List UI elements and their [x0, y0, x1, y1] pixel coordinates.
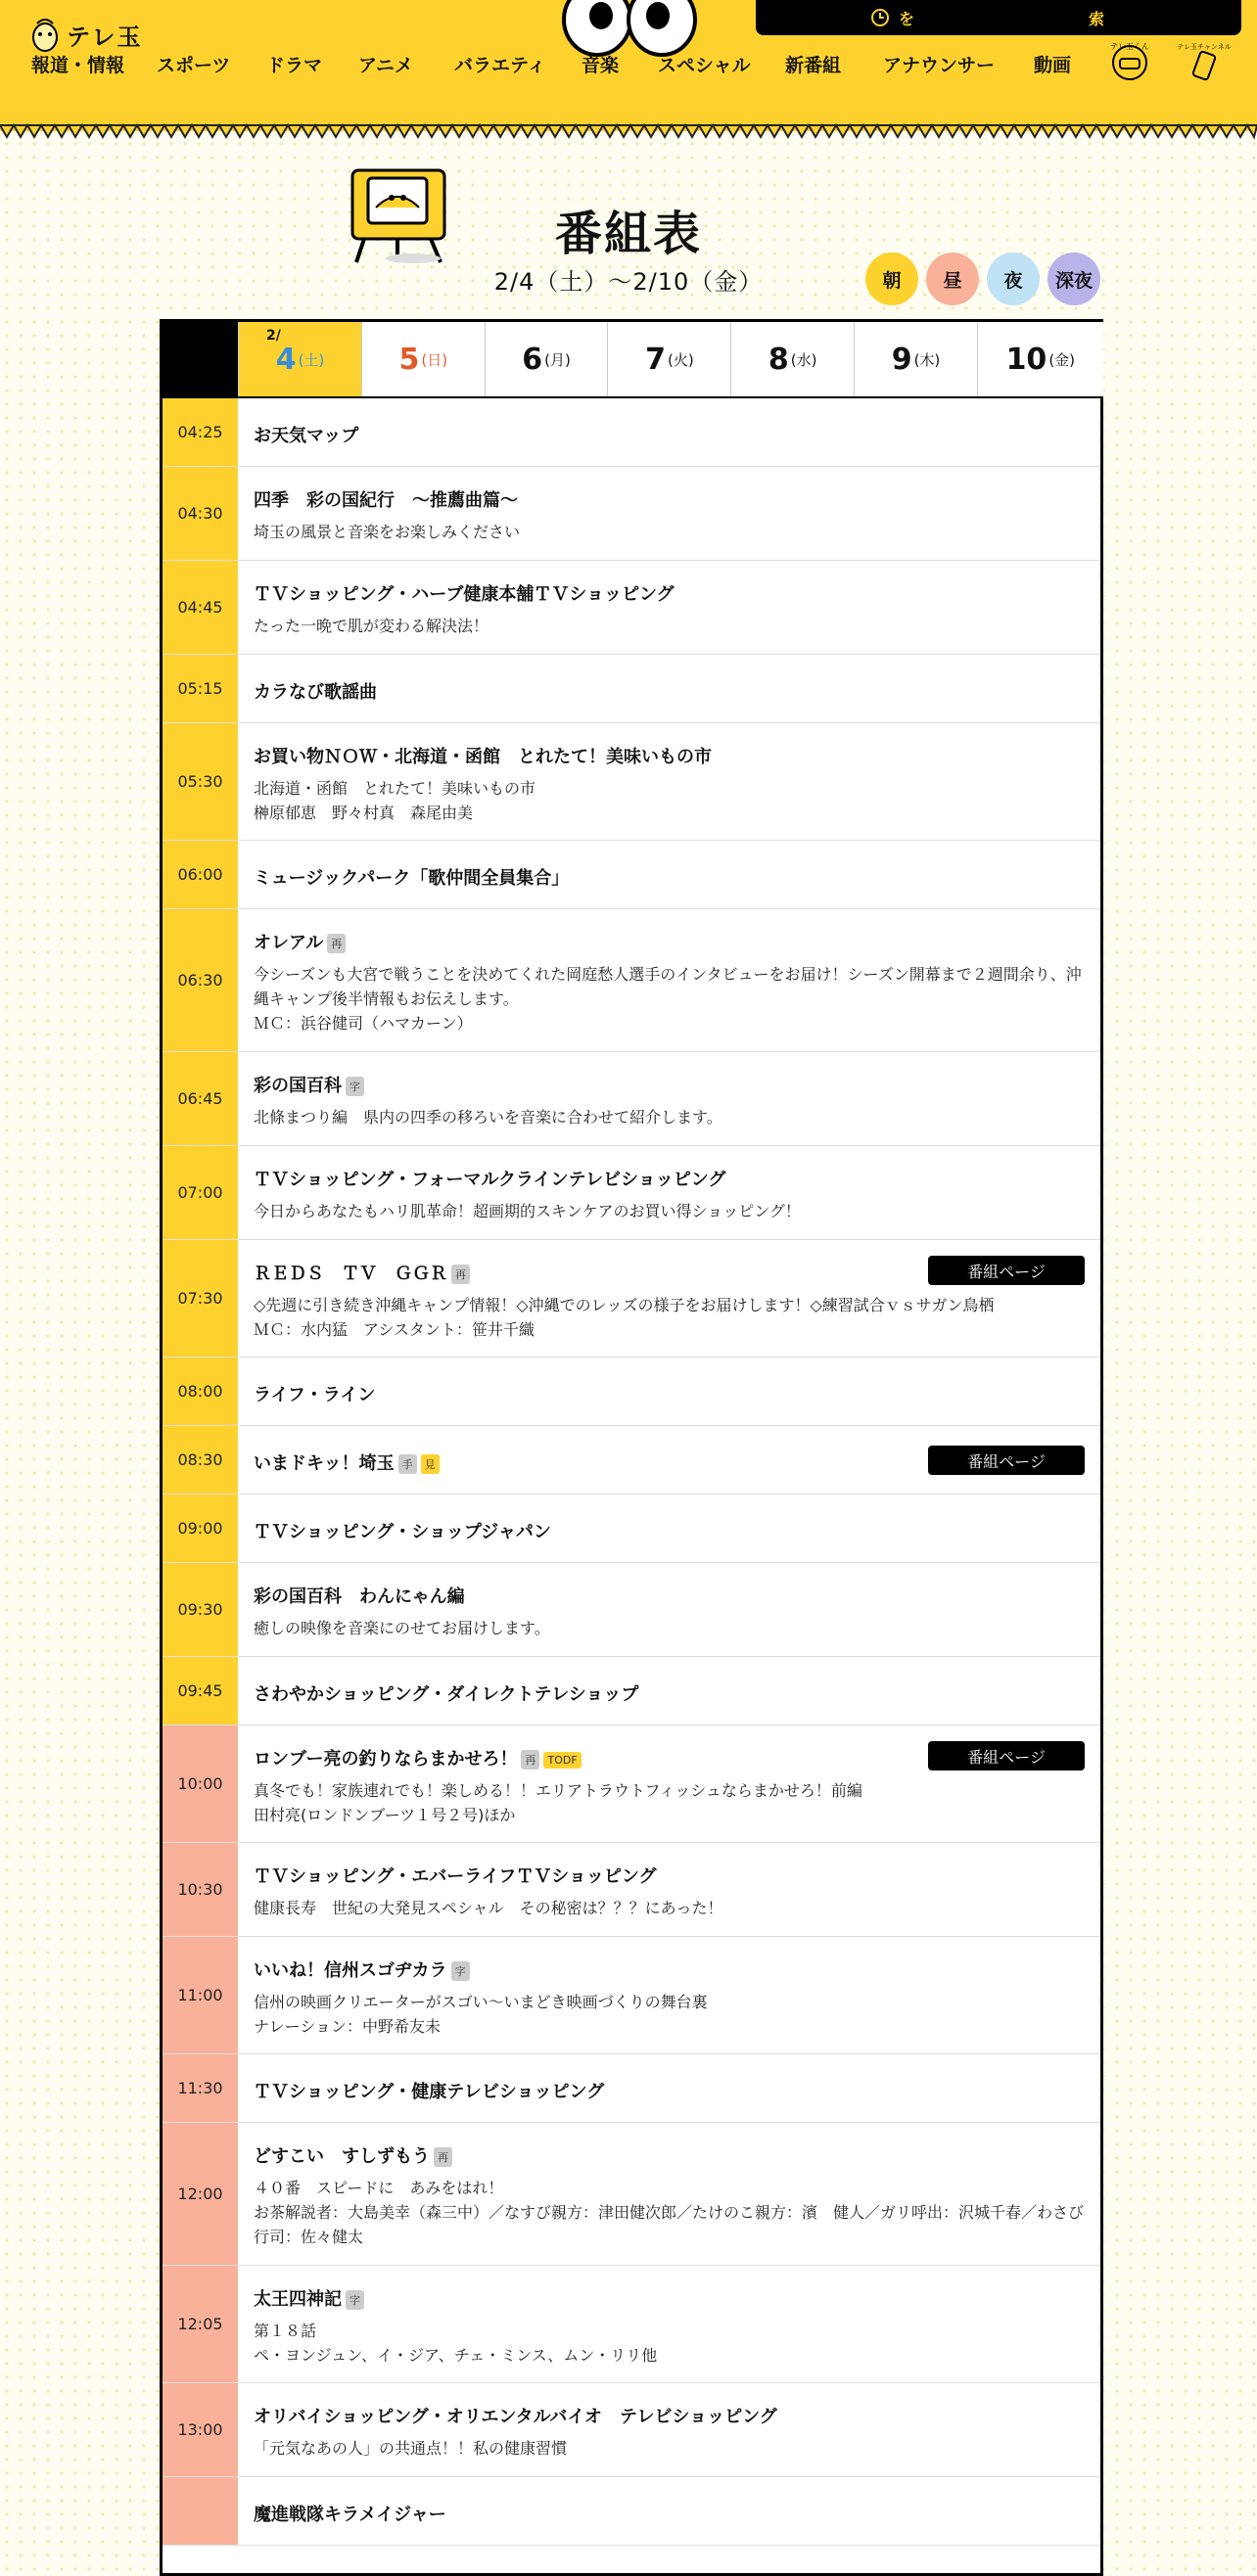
program-title[interactable] — [254, 1381, 375, 1406]
program-content — [238, 1426, 1100, 1494]
program-badge: 再 — [434, 2147, 452, 2167]
program-row[interactable] — [163, 1843, 1100, 1937]
day-number: 7 — [645, 342, 666, 377]
day-weekday: (水) — [790, 350, 817, 369]
time-cell: 09:45 — [163, 1657, 238, 1725]
program-content — [238, 1657, 1100, 1725]
nav-item-6[interactable]: スペシャル — [658, 55, 751, 76]
program-title-text[interactable]: さわやかショッピング・ダイレクトテレショップ — [254, 1684, 639, 1705]
program-page-button[interactable]: 番組ページ — [928, 1741, 1085, 1771]
program-description — [254, 2176, 1085, 2249]
program-row[interactable] — [163, 467, 1100, 561]
program-badge: 字 — [346, 2290, 364, 2310]
page-title: 番組表 — [554, 207, 702, 261]
program-title-text[interactable]: オレアル — [254, 933, 324, 953]
day-selector — [163, 322, 1100, 398]
program-content — [238, 841, 1100, 908]
program-title[interactable] — [254, 929, 346, 954]
program-badge: 字 — [346, 1077, 364, 1096]
svg-text:テレ玉チャンネル: テレ玉チャンネル — [1177, 43, 1232, 51]
time-of-day-2[interactable]: 夜 — [987, 253, 1040, 305]
description-line: 真冬でも！家族連れでも！楽しめる！！エリアトラウトフィッシュならまかせろ！前編 — [254, 1781, 862, 1800]
time-cell: 07:30 — [163, 1240, 238, 1357]
program-title[interactable] — [254, 422, 358, 447]
program-row[interactable] — [163, 1052, 1100, 1146]
program-row[interactable] — [163, 655, 1100, 723]
program-title-text[interactable]: どすこい すしずもう — [254, 2146, 430, 2167]
program-badge: 見 — [421, 1454, 440, 1474]
program-content — [238, 2383, 1100, 2476]
program-title-text[interactable]: いまドキッ！埼玉 — [254, 1453, 395, 1474]
program-title[interactable] — [254, 2078, 604, 2103]
day-tab-0[interactable] — [238, 322, 361, 396]
time-cell: 04:25 — [163, 398, 238, 466]
nav-item-3[interactable]: アニメ — [358, 55, 414, 76]
program-content — [238, 1725, 1100, 1842]
time-cell: 05:30 — [163, 723, 238, 840]
program-description — [254, 2436, 1085, 2461]
program-description — [254, 614, 1085, 638]
program-description — [254, 1990, 1085, 2039]
program-title-text[interactable]: オリバイショッピング・オリエンタルバイオ テレビショッピング — [254, 2407, 777, 2427]
program-title[interactable] — [254, 580, 675, 606]
description-line: ４０番 スピードに あみをはれ！ — [254, 2179, 504, 2197]
program-row[interactable] — [163, 1357, 1100, 1426]
time-cell: 08:00 — [163, 1357, 238, 1425]
program-description — [254, 2319, 1085, 2368]
program-row[interactable] — [163, 2477, 1100, 2546]
program-title[interactable] — [254, 1449, 440, 1475]
program-content — [238, 723, 1100, 840]
program-title-text[interactable]: ＴＶショッピング・フォーマルクラインテレビショッピング — [254, 1170, 726, 1190]
day-tab-2[interactable] — [485, 322, 608, 396]
program-content — [238, 1357, 1100, 1425]
time-cell: 05:15 — [163, 655, 238, 722]
program-title-text[interactable]: ライフ・ライン — [254, 1385, 376, 1405]
program-row[interactable] — [163, 1937, 1100, 2054]
program-badge: 再 — [521, 1750, 539, 1770]
day-number: 5 — [398, 342, 420, 377]
search-mark-left: を — [899, 10, 915, 28]
program-title[interactable] — [254, 678, 377, 704]
program-row[interactable] — [163, 1426, 1100, 1495]
day-weekday: (木) — [913, 350, 941, 369]
mascot-eyes-icon — [556, 0, 703, 59]
description-line: ナレーション：中野希友未 — [254, 2017, 442, 2036]
program-title-text[interactable]: ＲＥＤＳ ＴＶ ＧＧＲ — [254, 1264, 447, 1284]
program-title-text[interactable]: お買い物ＮＯＷ・北海道・函館 とれたて！美味いもの市 — [254, 747, 712, 767]
program-content — [238, 1146, 1100, 1239]
time-cell: 11:00 — [163, 1937, 238, 2053]
time-cell: 07:00 — [163, 1146, 238, 1239]
program-description — [254, 1199, 1085, 1223]
description-line: 癒しの映像を音楽にのせてお届けします。 — [254, 1619, 550, 1637]
day-weekday: (土) — [298, 350, 325, 369]
program-content — [238, 1240, 1100, 1357]
day-tab-5[interactable] — [854, 322, 977, 396]
program-title-text[interactable]: ミュージックパーク「歌仲間全員集合」 — [254, 868, 570, 889]
time-cell: 13:00 — [163, 2383, 238, 2476]
description-line: 健康長寿 世紀の大発見スペシャル その秘密は？？？にあった！ — [254, 1899, 723, 1917]
time-of-day-3[interactable]: 深夜 — [1048, 253, 1100, 305]
description-line: 「元気なあの人」の共通点！！私の健康習慣 — [254, 2439, 568, 2458]
clock-icon[interactable] — [869, 7, 891, 28]
day-number: 4 — [275, 342, 297, 377]
site-header — [0, 0, 1257, 131]
day-tab-3[interactable] — [607, 322, 730, 396]
program-title-text[interactable]: ロンブー亮の釣りならまかせろ！ — [254, 1749, 518, 1770]
program-row[interactable] — [163, 1563, 1100, 1657]
program-description — [254, 1616, 1085, 1640]
program-row[interactable] — [163, 2266, 1100, 2383]
nav-item-4[interactable]: バラエティ — [454, 55, 546, 76]
description-line: 信州の映画クリエーターがスゴい～いまどき映画づくりの舞台裏 — [254, 1993, 708, 2011]
time-cell: 12:00 — [163, 2123, 238, 2265]
day-number: 8 — [768, 342, 789, 377]
program-badge: 再 — [327, 934, 346, 953]
program-title[interactable] — [254, 743, 712, 768]
time-of-day-1[interactable]: 昼 — [926, 253, 979, 305]
program-title[interactable] — [254, 2501, 446, 2526]
program-description — [254, 520, 1085, 544]
program-badge: 字 — [451, 1961, 470, 1981]
program-description — [254, 1896, 1085, 1920]
description-line: ペ・ヨンジュン、イ・ジア、チェ・ミンス、ムン・リリ他 — [254, 2346, 658, 2365]
description-line: 田村亮(ロンドンブーツ１号２号)ほか — [254, 1806, 516, 1824]
day-weekday: (火) — [667, 350, 694, 369]
program-title[interactable] — [254, 1956, 470, 1982]
program-content — [238, 1843, 1100, 1936]
program-row[interactable] — [163, 723, 1100, 841]
program-title[interactable] — [254, 2285, 364, 2311]
date-range: 2/4（土）〜2/10（金） — [493, 268, 764, 296]
header-zigzag-edge — [0, 125, 1257, 147]
program-content — [238, 2477, 1100, 2545]
program-title-text[interactable]: 太王四神記 — [254, 2289, 342, 2310]
description-line: 今シーズンも大宮で戦うことを決めてくれた岡庭愁人選手のインタビューをお届け！シーズン開幕まで２週間余り、沖縄キャンプ後半情報もお伝えします。 — [254, 965, 1082, 1008]
program-description — [254, 1105, 1085, 1129]
description-line: ＭＣ：水内猛 アシスタント：笹井千織 — [254, 1320, 535, 1339]
program-row[interactable] — [163, 1657, 1100, 1725]
program-content — [238, 467, 1100, 560]
day-weekday: (金) — [1048, 350, 1076, 369]
program-title[interactable] — [254, 1745, 582, 1771]
program-content — [238, 909, 1100, 1051]
program-title-text[interactable]: ＴＶショッピング・健康テレビショッピング — [254, 2082, 605, 2102]
program-content — [238, 655, 1100, 722]
time-cell: 09:30 — [163, 1563, 238, 1656]
program-title[interactable] — [254, 1260, 470, 1285]
program-title-text[interactable]: お天気マップ — [254, 426, 359, 446]
schedule-table — [160, 319, 1103, 2576]
program-row[interactable] — [163, 561, 1100, 655]
description-line: 埼玉の風景と音楽をお楽しみください — [254, 523, 521, 541]
program-badge: 再 — [451, 1265, 470, 1284]
nav-item-7[interactable]: 新番組 — [785, 55, 842, 76]
time-cell: 04:45 — [163, 561, 238, 654]
time-cell: 06:30 — [163, 909, 238, 1051]
time-cell: 04:30 — [163, 467, 238, 560]
description-line: お茶解説者：大島美幸（森三中）／なすび親方：津田健次郎／たけのこ親方：濱 健人／ガリ呼出：沢城千春／わさび行司：佐々健太 — [254, 2203, 1085, 2246]
program-row[interactable] — [163, 398, 1100, 467]
nav-item-5[interactable]: 音楽 — [582, 55, 620, 76]
program-title-text[interactable]: ＴＶショッピング・ハーブ健康本舗ＴＶショッピング — [254, 584, 675, 605]
program-title-text[interactable]: 四季 彩の国紀行 ～推薦曲篇～ — [254, 490, 518, 511]
program-list — [163, 398, 1100, 2546]
program-title[interactable] — [254, 1166, 725, 1191]
day-number: 9 — [891, 342, 912, 377]
description-line: 北海道・函館 とれたて！美味いもの市 — [254, 779, 536, 798]
program-title-text[interactable]: ＴＶショッピング・エバーライフＴＶショッピング — [254, 1866, 657, 1887]
day-number: 10 — [1005, 342, 1048, 377]
svg-text:テレ玉くん: テレ玉くん — [1110, 42, 1149, 51]
description-line: たった一晩で肌が変わる解決法！ — [254, 617, 489, 635]
search-mark-right: 索 — [1089, 10, 1105, 28]
program-title-text[interactable]: ＴＶショッピング・ショップジャパン — [254, 1522, 551, 1542]
program-content — [238, 1495, 1100, 1562]
program-content — [238, 2054, 1100, 2122]
nav-item-8[interactable]: アナウンサー — [883, 55, 996, 76]
program-title[interactable] — [254, 1583, 465, 1608]
program-row[interactable] — [163, 1725, 1100, 1843]
nav-item-0[interactable]: 報道・情報 — [31, 55, 125, 76]
day-tab-6[interactable] — [977, 322, 1103, 396]
program-title[interactable] — [254, 2403, 777, 2428]
program-row[interactable] — [163, 909, 1100, 1052]
logo-text[interactable]: テレ玉 — [67, 23, 143, 51]
description-line: ◇先週に引き続き沖縄キャンプ情報！◇沖縄でのレッズの様子をお届けします！◇練習試合ｖｓサガン鳥栖 — [254, 1296, 995, 1314]
time-cell: 10:30 — [163, 1843, 238, 1936]
description-line: 榊原郁恵 野々村真 森尾由美 — [254, 804, 474, 822]
time-cell: 06:00 — [163, 841, 238, 908]
program-description — [254, 962, 1085, 1035]
corner-cell — [163, 322, 238, 396]
time-cell: 11:30 — [163, 2054, 238, 2122]
search-bar[interactable] — [756, 0, 1241, 35]
description-line: 今日からあなたもハリ肌革命！超画期的スキンケアのお買い得ショッピング！ — [254, 1202, 801, 1220]
phone-app-icon[interactable] — [1177, 37, 1232, 84]
program-content — [238, 2266, 1100, 2382]
description-line: 北條まつり編 県内の四季の移ろいを音楽に合わせて紹介します。 — [254, 1108, 722, 1127]
time-of-day-0[interactable]: 朝 — [865, 253, 918, 305]
program-title[interactable] — [254, 1680, 638, 1706]
nav-item-9[interactable]: 動画 — [1034, 55, 1072, 76]
program-title[interactable] — [254, 1072, 364, 1097]
nav-item-1[interactable]: スポーツ — [157, 55, 231, 76]
time-cell: 09:00 — [163, 1495, 238, 1562]
program-row[interactable] — [163, 1146, 1100, 1240]
program-content — [238, 1563, 1100, 1656]
program-page-button[interactable]: 番組ページ — [928, 1446, 1085, 1475]
program-row[interactable] — [163, 2383, 1100, 2477]
program-description — [254, 1293, 1085, 1342]
time-cell: 10:00 — [163, 1725, 238, 1842]
day-tab-1[interactable] — [361, 322, 485, 396]
program-title-text[interactable]: 魔進戦隊キラメイジャー — [254, 2505, 446, 2525]
program-page-button[interactable]: 番組ページ — [928, 1256, 1085, 1285]
program-row[interactable] — [163, 2123, 1100, 2266]
day-month: 2/ — [266, 328, 281, 344]
program-description — [254, 1778, 1085, 1827]
time-cell — [163, 2477, 238, 2545]
program-content — [238, 2123, 1100, 2265]
nav-item-2[interactable]: ドラマ — [266, 55, 323, 76]
description-line: ＭＣ：浜谷健司（ハマカーン） — [254, 1014, 473, 1033]
description-line: 第１８話 — [254, 2322, 317, 2340]
program-title[interactable] — [254, 1863, 656, 1888]
program-content — [238, 561, 1100, 654]
program-title[interactable] — [254, 2142, 452, 2168]
program-row[interactable] — [163, 2054, 1100, 2123]
day-weekday: (月) — [544, 350, 571, 369]
program-row[interactable] — [163, 1495, 1100, 1563]
day-number: 6 — [522, 342, 543, 377]
program-description — [254, 776, 1085, 825]
program-title-text[interactable]: 彩の国百科 — [254, 1076, 342, 1096]
program-row[interactable] — [163, 841, 1100, 909]
time-cell: 08:30 — [163, 1426, 238, 1494]
program-title[interactable] — [254, 486, 518, 512]
program-badge: 手 — [398, 1454, 417, 1474]
mascot-face-icon[interactable] — [1110, 37, 1149, 84]
program-title[interactable] — [254, 864, 569, 890]
program-row[interactable] — [163, 1240, 1100, 1357]
program-title-text[interactable]: 彩の国百科 わんにゃん編 — [254, 1587, 465, 1607]
day-tab-4[interactable] — [730, 322, 854, 396]
program-content — [238, 1937, 1100, 2053]
program-title[interactable] — [254, 1518, 551, 1543]
program-content — [238, 398, 1100, 466]
program-badge: TODF — [543, 1752, 581, 1769]
program-content — [238, 1052, 1100, 1145]
day-weekday: (日) — [421, 350, 448, 369]
time-cell: 06:45 — [163, 1052, 238, 1145]
program-title-text[interactable]: いいね！信州スゴヂカラ — [254, 1960, 447, 1981]
time-cell: 12:05 — [163, 2266, 238, 2382]
program-title-text[interactable]: カラなび歌謡曲 — [254, 682, 377, 703]
